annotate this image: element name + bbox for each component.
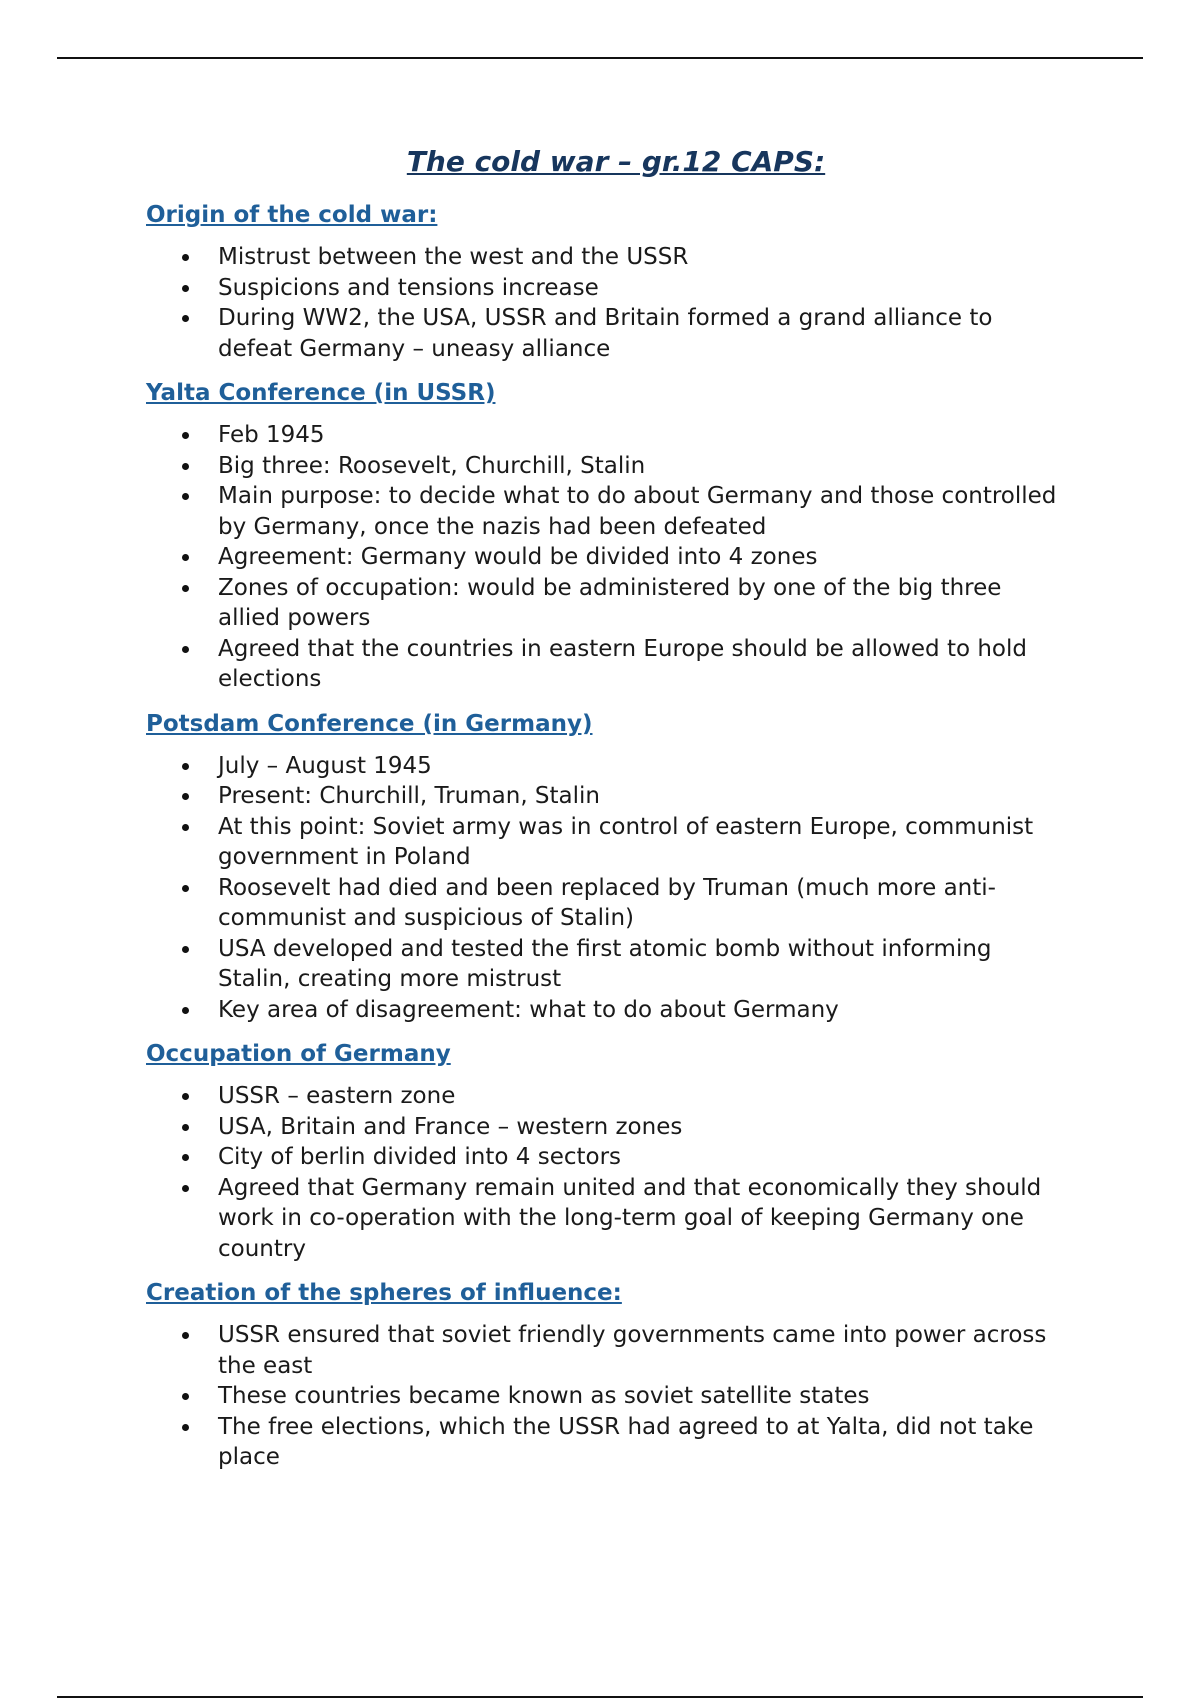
list-item (146, 995, 1066, 1026)
bullet-text: Agreement: Germany would be divided into 4 zones (218, 544, 818, 570)
bullet-icon (182, 1093, 189, 1100)
bullet-text: Agreed that the countries in eastern Europe should be allowed to hold elections (218, 635, 1027, 692)
list-item (146, 481, 1066, 542)
bullet-icon (182, 1185, 189, 1192)
list-item (146, 542, 1066, 573)
section (146, 1039, 1066, 1264)
bullet-text: During WW2, the USA, USSR and Britain formed a grand alliance to defeat Germany – uneasy alliance (218, 305, 993, 362)
list-item (146, 242, 1066, 273)
document-title: The cold war – gr.12 CAPS: (406, 145, 826, 178)
list-item (146, 420, 1066, 451)
bottom-page-rule (57, 1696, 1143, 1698)
bullet-icon (182, 646, 189, 653)
section-heading: Origin of the cold war: (146, 202, 438, 228)
bullet-icon (182, 793, 189, 800)
list-item (146, 1320, 1066, 1381)
section-heading: Yalta Conference (in USSR) (146, 380, 496, 406)
bullet-text: Big three: Roosevelt, Churchill, Stalin (218, 452, 646, 479)
list-item (146, 573, 1066, 634)
bullet-list (146, 1320, 1066, 1473)
list-item (146, 1173, 1066, 1265)
list-item (146, 781, 1066, 812)
bullet-icon (182, 1393, 189, 1400)
bullet-text: USA developed and tested the first atomic bomb without informing Stalin, creating more mistrust (218, 935, 992, 992)
list-item (146, 273, 1066, 304)
bullet-icon (182, 285, 189, 292)
section-heading: Creation of the spheres of influence: (146, 1280, 622, 1306)
bullet-text: These countries became known as soviet satellite states (218, 1383, 870, 1409)
bullet-icon (182, 763, 189, 770)
bullet-text: USSR – eastern zone (218, 1083, 456, 1109)
bullet-icon (182, 554, 189, 561)
section (146, 1278, 1066, 1473)
bullet-icon (182, 432, 189, 439)
bullet-text: Main purpose: to decide what to do about Germany and those controlled by Germany, once the nazis had been defeated (218, 483, 1057, 540)
bullet-icon (182, 946, 189, 953)
section-heading: Potsdam Conference (in Germany) (146, 710, 593, 737)
bullet-text: Agreed that Germany remain united and that economically they should work in co-operation with the long-term goal of keeping Germany one country (218, 1174, 1042, 1262)
bullet-icon (182, 315, 189, 322)
list-item (146, 1142, 1066, 1173)
sections-container (146, 200, 1066, 1473)
section (146, 709, 1066, 1026)
list-item (146, 1381, 1066, 1412)
bullet-icon (182, 1332, 189, 1339)
bullet-text: At this point: Soviet army was in control of eastern Europe, communist government in Poland (218, 813, 1034, 870)
bullet-icon (182, 254, 189, 261)
section-heading: Occupation of Germany (146, 1041, 451, 1067)
bullet-text: July – August 1945 (218, 752, 432, 779)
bullet-icon (182, 885, 189, 892)
bullet-text: Present: Churchill, Truman, Stalin (218, 783, 601, 809)
top-page-rule (57, 57, 1143, 59)
bullet-text: City of berlin divided into 4 sectors (218, 1144, 622, 1170)
bullet-text: USSR ensured that soviet friendly governments came into power across the east (218, 1322, 1047, 1379)
section (146, 200, 1066, 364)
list-item (146, 303, 1066, 364)
bullet-icon (182, 493, 189, 500)
list-item (146, 873, 1066, 934)
list-item (146, 812, 1066, 873)
list-item (146, 634, 1066, 695)
bullet-list (146, 1081, 1066, 1264)
section (146, 378, 1066, 695)
bullet-list (146, 420, 1066, 695)
bullet-list (146, 751, 1066, 1026)
list-item (146, 934, 1066, 995)
list-item (146, 1412, 1066, 1473)
list-item (146, 1081, 1066, 1112)
bullet-list (146, 242, 1066, 364)
list-item (146, 751, 1066, 782)
bullet-text: USA, Britain and France – western zones (218, 1113, 683, 1140)
bullet-text: Feb 1945 (218, 422, 325, 448)
bullet-text: Mistrust between the west and the USSR (218, 244, 689, 270)
list-item (146, 1112, 1066, 1143)
bullet-text: The free elections, which the USSR had agreed to at Yalta, did not take place (218, 1413, 1034, 1470)
bullet-text: Zones of occupation: would be administered by one of the big three allied powers (218, 574, 1002, 631)
list-item (146, 451, 1066, 482)
bullet-icon (182, 1154, 189, 1161)
bullet-icon (182, 585, 189, 592)
bullet-icon (182, 1124, 189, 1131)
bullet-text: Roosevelt had died and been replaced by Truman (much more anti-communist and suspicious of Stalin) (218, 874, 996, 931)
document-body (146, 138, 1066, 1487)
bullet-icon (182, 463, 189, 470)
bullet-icon (182, 824, 189, 831)
bullet-icon (182, 1424, 189, 1431)
bullet-text: Key area of disagreement: what to do about Germany (218, 996, 839, 1023)
bullet-text: Suspicions and tensions increase (218, 274, 599, 301)
bullet-icon (182, 1007, 189, 1014)
